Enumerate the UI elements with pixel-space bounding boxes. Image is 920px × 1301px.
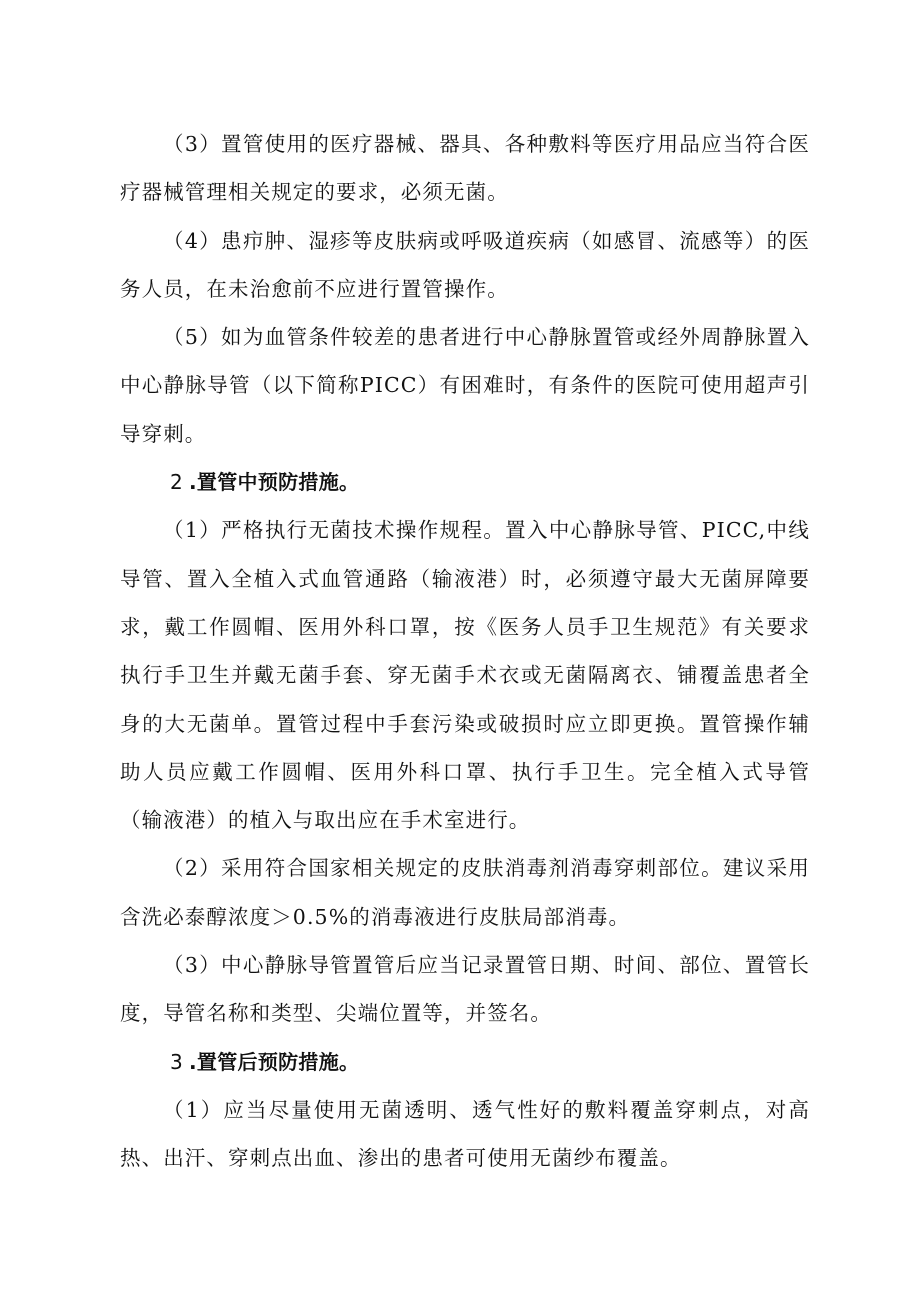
section-heading — [120, 458, 810, 506]
paragraph: （4）患疖肿、湿疹等皮肤病或呼吸道疾病（如感冒、流感等）的医务人员，在未治愈前不应进行置管操作。 — [120, 228, 810, 301]
section-title: .置管中预防措施。 — [189, 470, 360, 495]
paragraph: （1）应当尽量使用无菌透明、透气性好的敷料覆盖穿刺点，对高热、出汗、穿刺点出血、渗出的患者可使用无菌纱布覆盖。 — [120, 1097, 810, 1171]
document-body — [120, 120, 810, 1183]
section-number: 3 — [170, 1049, 184, 1074]
paragraph: （3）中心静脉导管置管后应当记录置管日期、时间、部位、置管长度，导管名称和类型、尖端位置等，并签名。 — [120, 953, 810, 1026]
section-heading — [120, 1038, 810, 1086]
section-number: 2 — [170, 470, 184, 495]
paragraph: （5）如为血管条件较差的患者进行中心静脉置管或经外周静脉置入中心静脉导管（以下简称PICC）有困难时，有条件的医院可使用超声引导穿刺。 — [120, 325, 810, 446]
paragraph: （3）置管使用的医疗器械、器具、各种敷料等医疗用品应当符合医疗器械管理相关规定的要求，必须无菌。 — [120, 132, 810, 205]
section-title: .置管后预防措施。 — [189, 1049, 360, 1074]
paragraph: （1）严格执行无菌技术操作规程。置入中心静脉导管、PICC,中线导管、置入全植入式血管通路（输液港）时，必须遵守最大无菌屏障要求，戴工作圆帽、医用外科口罩，按《医务人员手卫生规范》有关要求执行手卫生并戴无菌手套、穿无菌手术衣或无菌隔离衣、铺覆盖患者全身的大无菌单。置管过程中手套污染或破损时应立即更换。置管操作辅助人员应戴工作圆帽、医用外科口罩、执行手卫生。完全植入式导管（输液港）的植入与取出应在手术室进行。 — [120, 518, 810, 833]
paragraph: （2）采用符合国家相关规定的皮肤消毒剂消毒穿刺部位。建议采用含洗必泰醇浓度＞0.5%的消毒液进行皮肤局部消毒。 — [120, 856, 810, 929]
